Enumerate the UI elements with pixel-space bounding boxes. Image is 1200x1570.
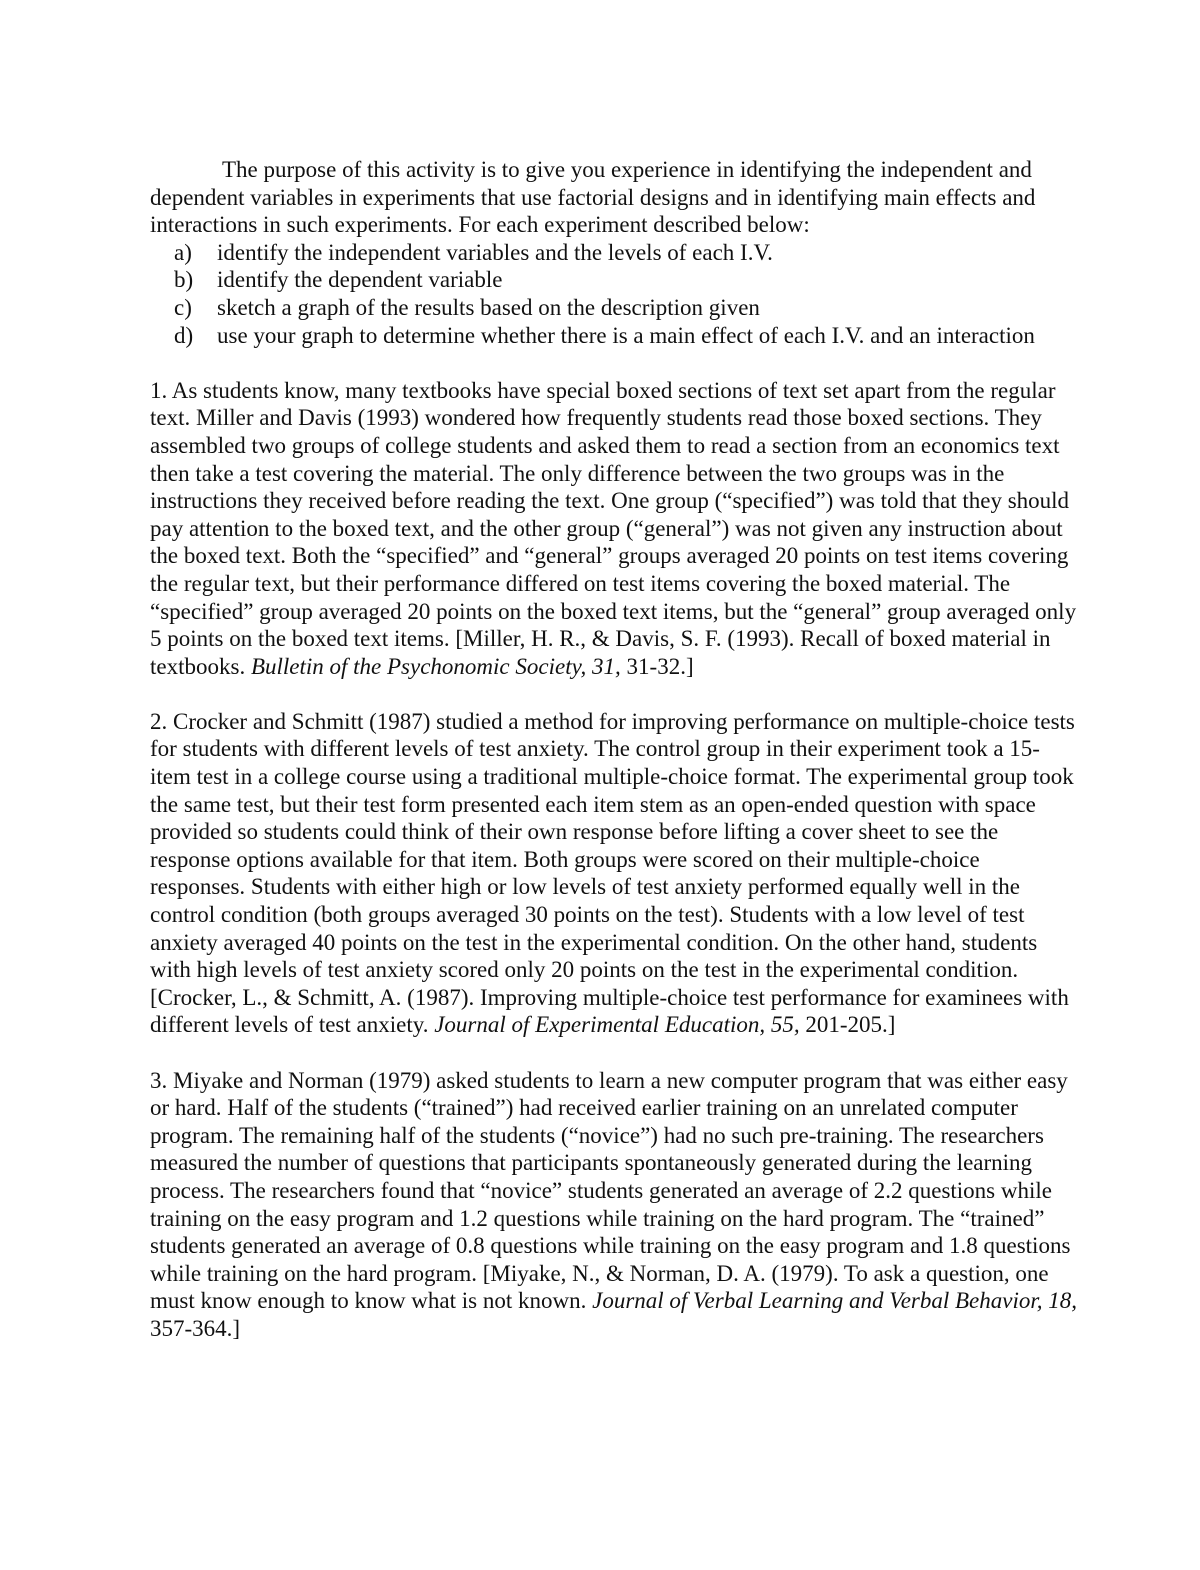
journal-title: Bulletin of the Psychonomic Society, 31, xyxy=(250,653,621,679)
worksheet-page xyxy=(150,156,1080,1343)
problem-1 xyxy=(150,377,1080,681)
instruction-steps xyxy=(150,239,1080,349)
step-text: identify the dependent variable xyxy=(217,267,503,293)
step-item xyxy=(174,294,1080,322)
citation-pages: 31-32.] xyxy=(620,653,694,679)
step-letter: c) xyxy=(174,294,192,320)
problem-text: 2. Crocker and Schmitt (1987) studied a method for improving performance on multiple-choice tests for students with different levels of test anxiety. The control group in their experiment took a 15-item test in a college course using a traditional multiple-choice format. The experimental group took the same test, but their test form presented each item stem as an open-ended question with space provided so students could think of their own response before lifting a cover sheet to see the response options available for that item. Both groups were scored on their multiple-choice responses. Students with either high or low levels of test anxiety performed equally well in the control condition (both groups averaged 30 points on the test). Students with a low level of test anxiety averaged 40 points on the test in the experimental condition. On the other hand, students with high levels of test anxiety scored only 20 points on the test in the experimental condition. [Crocker, L., & Schmitt, A. (1987). Improving multiple-choice test performance for examinees with different levels of test anxiety. xyxy=(150,708,1075,1038)
problem-2 xyxy=(150,708,1080,1039)
step-item xyxy=(174,266,1080,294)
problem-3 xyxy=(150,1067,1080,1343)
step-text: sketch a graph of the results based on the description given xyxy=(217,294,760,320)
step-item xyxy=(174,322,1080,350)
journal-title: Journal of Experimental Education, 55, xyxy=(434,1012,800,1038)
step-text: use your graph to determine whether there is a main effect of each I.V. and an interaction xyxy=(217,322,1035,348)
step-letter: a) xyxy=(174,239,192,265)
step-letter: b) xyxy=(174,267,194,293)
step-text: identify the independent variables and the levels of each I.V. xyxy=(217,239,773,265)
problem-text: 3. Miyake and Norman (1979) asked students to learn a new computer program that was either easy or hard. Half of the students (“trained”) had received earlier training on an unrelated computer program. The remaining half of the students (“novice”) had no such pre-training. The researchers measured the number of questions that participants spontaneously generated during the learning process. The researchers found that “novice” students generated an average of 2.2 questions while training on the easy program and 1.2 questions while training on the hard program. The “trained” students generated an average of 0.8 questions while training on the easy program and 1.8 questions while training on the hard program. [Miyake, N., & Norman, D. A. (1979). To ask a question, one must know enough to know what is not known. xyxy=(150,1067,1071,1314)
step-item xyxy=(174,239,1080,267)
problem-text: 1. As students know, many textbooks have special boxed sections of text set apart from the regular text. Miller and Davis (1993) wondered how frequently students read those boxed sections. They assembled two groups of college students and asked them to read a section from an economics text then take a test covering the material. The only difference between the two groups was in the instructions they received before reading the text. One group (“specified”) was told that they should pay attention to the boxed text, and the other group (“general”) was not given any instruction about the boxed text. Both the “specified” and “general” groups averaged 20 points on test items covering the regular text, but their performance differed on test items covering the boxed material. The “specified” group averaged 20 points on the boxed text items, but the “general” group averaged only 5 points on the boxed text items. [Miller, H. R., & Davis, S. F. (1993). Recall of boxed material in textbooks. xyxy=(150,377,1077,679)
step-letter: d) xyxy=(174,322,194,348)
intro-paragraph: The purpose of this activity is to give you experience in identifying the independent and dependent variables in experiments that use factorial designs and in identifying main effects and interactions in such experiments. For each experiment described below: xyxy=(150,157,1036,238)
journal-title: Journal of Verbal Learning and Verbal Behavior, 18, xyxy=(592,1288,1077,1314)
citation-pages: 357-364.] xyxy=(150,1315,241,1341)
citation-pages: 201-205.] xyxy=(799,1012,896,1038)
